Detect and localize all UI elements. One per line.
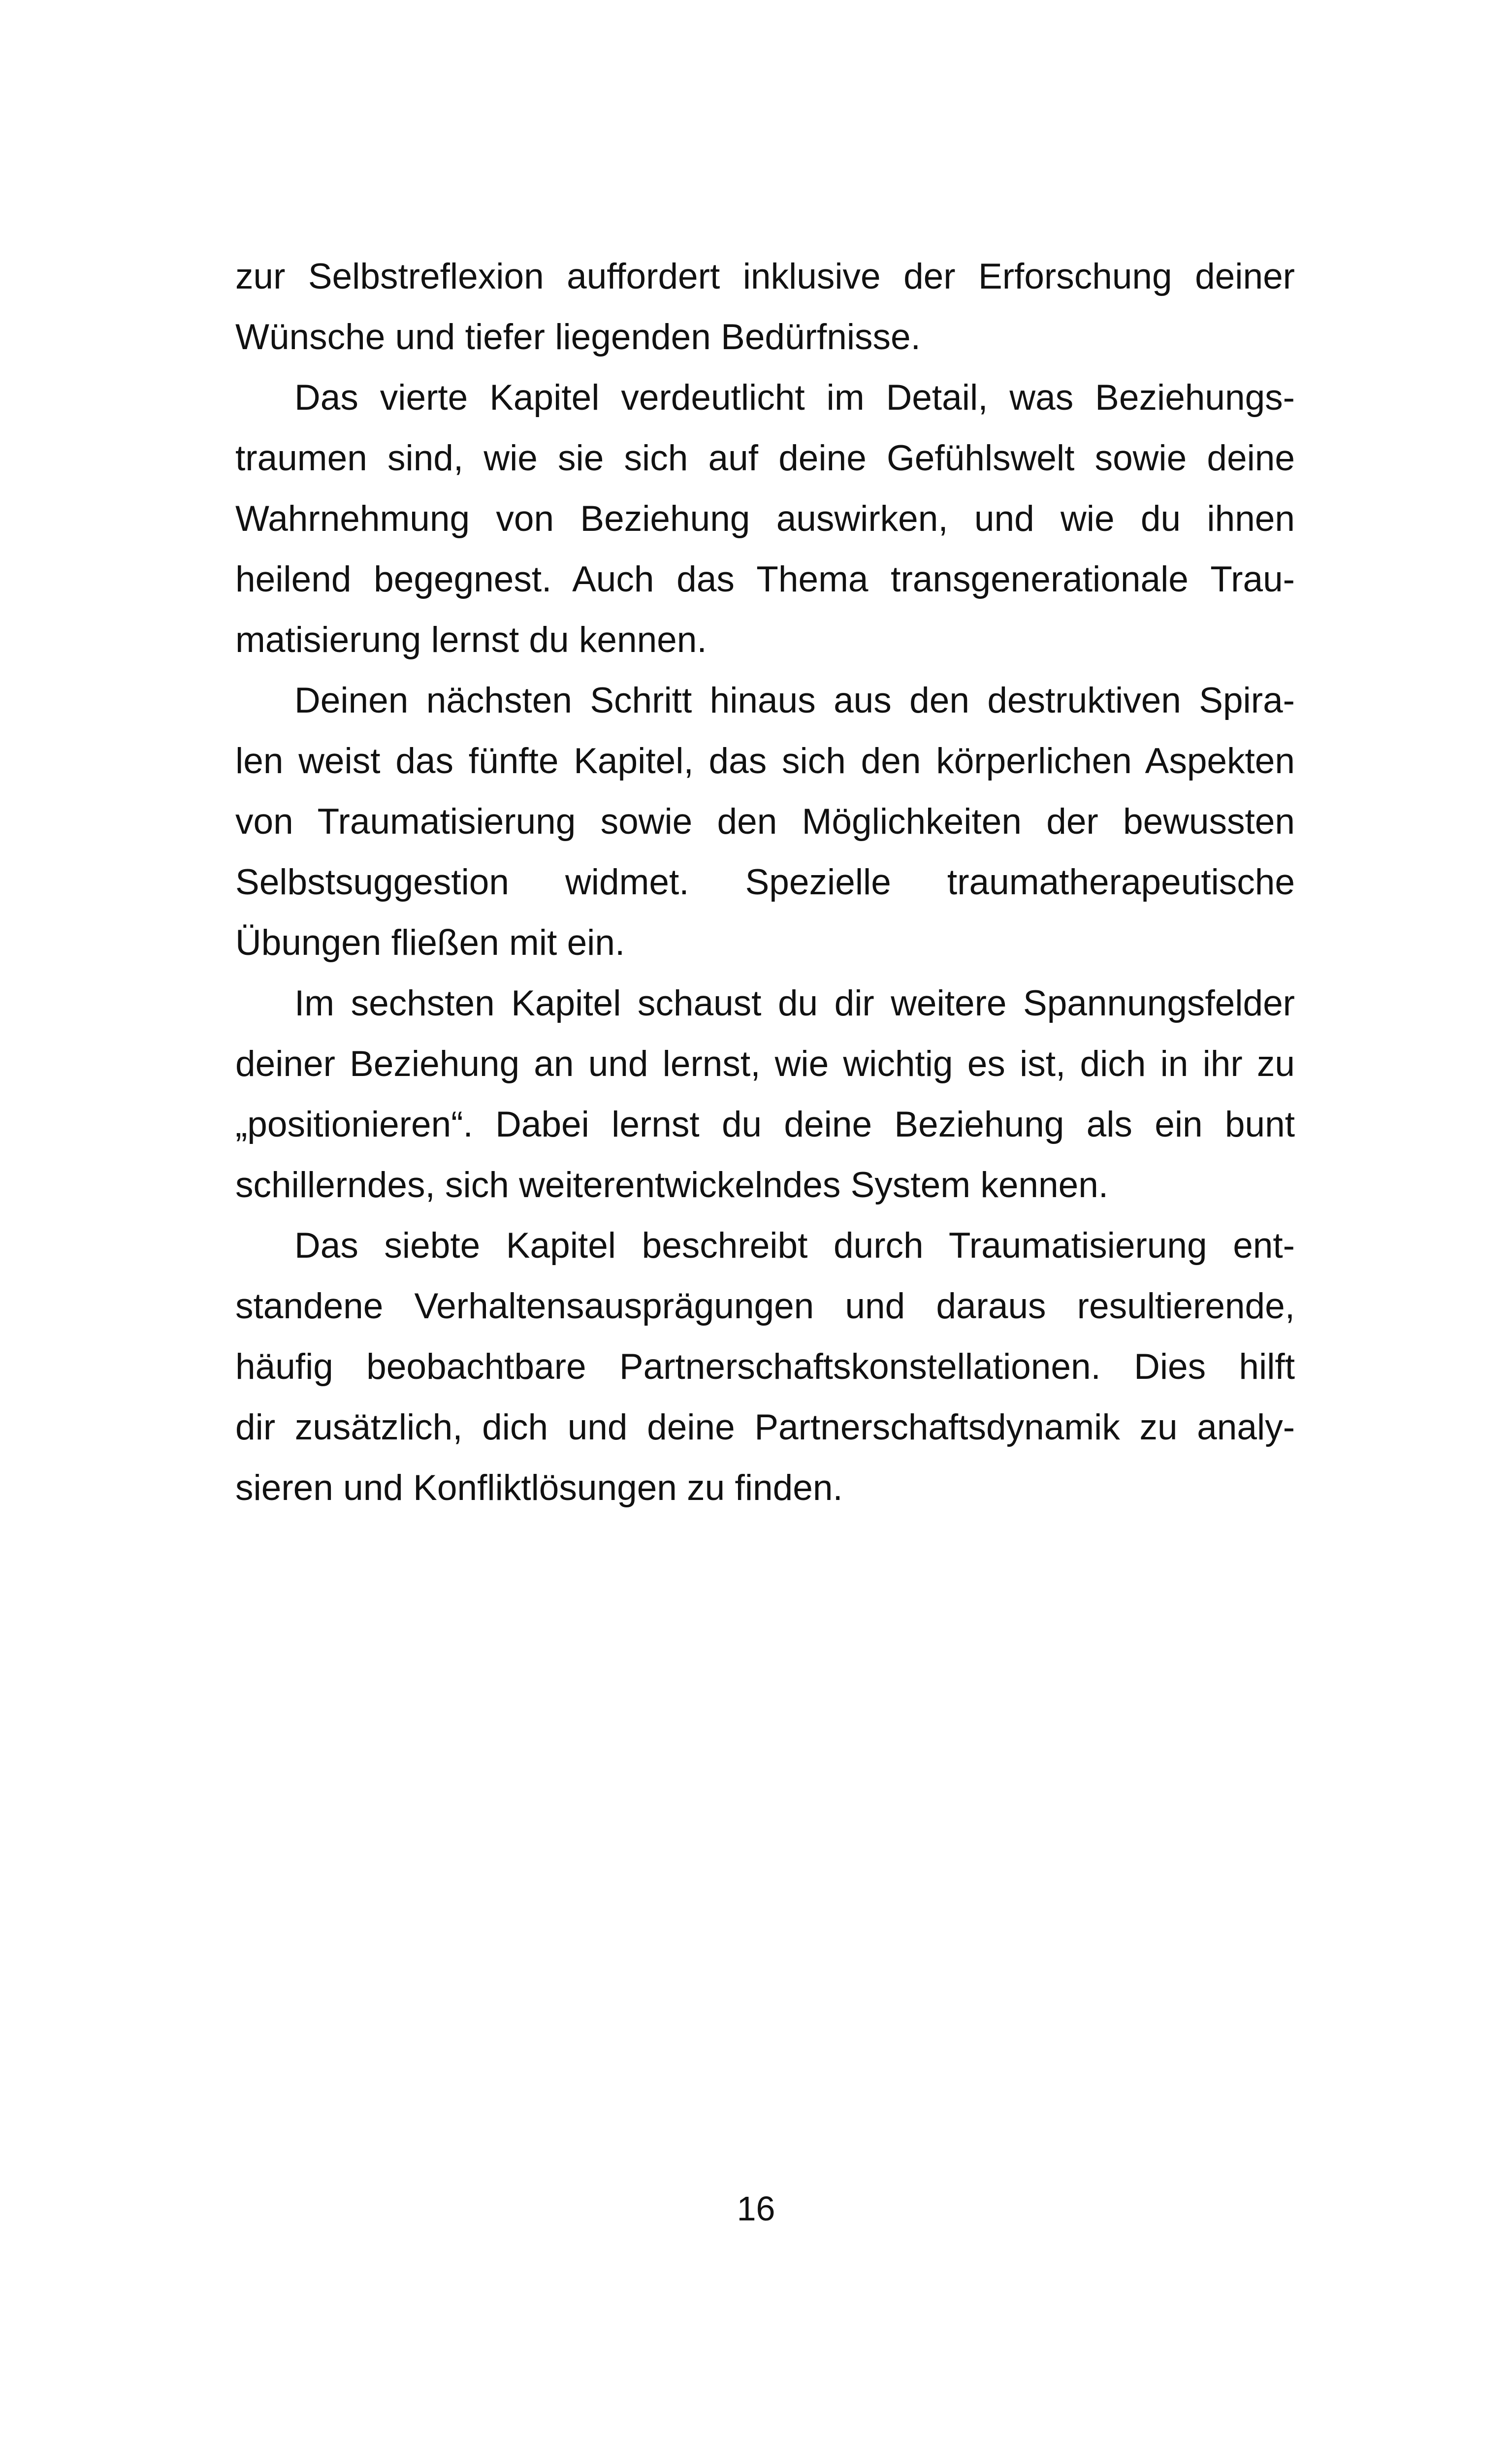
text-line: Übungen fließen mit ein.	[235, 923, 625, 963]
text-line: Selbstsuggestion widmet. Spezielle traumatherapeutische	[235, 862, 1295, 902]
text-line: heilend begegnest. Auch das Thema transgenerationale Trau-	[235, 559, 1295, 599]
text-line: Das vierte Kapitel verdeutlicht im Detail, was Beziehungs-	[294, 378, 1295, 418]
text-line: traumen sind, wie sie sich auf deine Gefühlswelt sowie deine	[235, 438, 1295, 478]
page-number: 16	[737, 2189, 775, 2228]
text-line: Deinen nächsten Schritt hinaus aus den destruktiven Spira-	[294, 681, 1295, 720]
text-line: zur Selbstreflexion auffordert inklusive der Erforschung deiner	[235, 257, 1295, 296]
text-line: dir zusätzlich, dich und deine Partnerschaftsdynamik zu analy-	[235, 1407, 1295, 1447]
text-line: „positionieren“. Dabei lernst du deine Beziehung als ein bunt	[235, 1105, 1295, 1144]
text-line: deiner Beziehung an und lernst, wie wichtig es ist, dich in ihr zu	[235, 1044, 1295, 1084]
text-line: häufig beobachtbare Partnerschaftskonstellationen. Dies hilft	[235, 1347, 1295, 1387]
text-line: len weist das fünfte Kapitel, das sich den körperlichen Aspekten	[235, 741, 1295, 781]
text-line: schillerndes, sich weiterentwickelndes System kennen.	[235, 1165, 1109, 1205]
text-line: Das siebte Kapitel beschreibt durch Traumatisierung ent-	[294, 1226, 1295, 1266]
text-line: matisierung lernst du kennen.	[235, 620, 707, 660]
text-line: Wahrnehmung von Beziehung auswirken, und wie du ihnen	[235, 499, 1295, 539]
text-line: Im sechsten Kapitel schaust du dir weitere Spannungsfelder	[294, 983, 1295, 1023]
text-line: sieren und Konfliktlösungen zu finden.	[235, 1468, 843, 1508]
body-text	[235, 246, 1295, 1518]
text-line: Wünsche und tiefer liegenden Bedürfnisse.	[235, 317, 921, 357]
text-line: von Traumatisierung sowie den Möglichkeiten der bewussten	[235, 802, 1295, 842]
text-line: standene Verhaltensausprägungen und daraus resultierende,	[235, 1286, 1295, 1326]
